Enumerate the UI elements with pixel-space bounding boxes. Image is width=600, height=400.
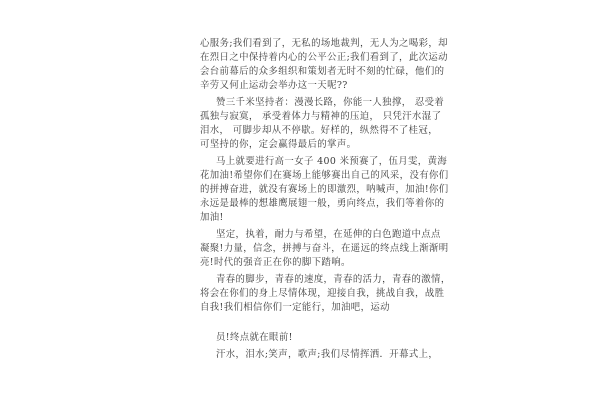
text-line: 青春的脚步，青春的速度，青春的活力，青春的激情，: [216, 274, 451, 285]
text-line: 可坚持的你，定会赢得最后的掌声。: [200, 139, 357, 150]
text-line: 永远是最棒的想雄鹰展翅一般，勇向终点，我们等着你的: [200, 198, 445, 209]
text-line: 亮!时代的强音正在你的脚下踏响。: [200, 257, 351, 268]
text-line: 辛劳又何止运动会举办这一天呢??: [200, 80, 348, 91]
text-line: 心服务;我们看到了，无私的场地裁判，无人为之喝彩，却: [200, 38, 448, 49]
text-line: 的拼搏奋进，就没有赛场上的即激烈，呐喊声，加油!你们: [200, 184, 449, 195]
text-line: 花加油!希望你们在赛场上能够赛出自己的风采，没有你们: [200, 170, 449, 181]
text-line: 员!终点就在眼前!: [216, 332, 293, 343]
text-line: 坚定，执着，耐力与希望，在延伸的白色跑道中点点: [216, 229, 441, 240]
text-line: 孤独与寂寞， 承受着体力与精神的压迫， 只凭汗水湿了: [200, 111, 442, 122]
text-line: 汗水，泪水;笑声，歌声;我们尽情挥洒．开幕式上，: [216, 349, 439, 360]
text-line: 凝聚!力量，信念，拼搏与奋斗，在遥远的终点线上渐渐明: [200, 243, 449, 254]
text-line: 将会在你们的身上尽情体现，迎接自我，挑战自我，战胜: [200, 288, 445, 299]
text-line: 泪水， 可脚步却从不停歇。好样的，纵然得不了桂冠，: [200, 125, 438, 136]
text-line: 在烈日之中保持着内心的公平公正;我们看到了，此次运动: [200, 52, 448, 63]
text-line: 会台前幕后的众多组织和策划者无时不刻的忙碌，他们的: [200, 66, 445, 77]
text-line: 自我!我们相信你们一定能行，加油吧，运动: [200, 302, 390, 313]
text-line: 加油!: [200, 212, 224, 223]
text-line: 马上就要进行高一女子 400 米预赛了，伍月雯，黄海: [216, 156, 448, 167]
text-line: 赞三千米坚持者：漫漫长路，你能一人独撑， 忍受着: [216, 97, 445, 108]
